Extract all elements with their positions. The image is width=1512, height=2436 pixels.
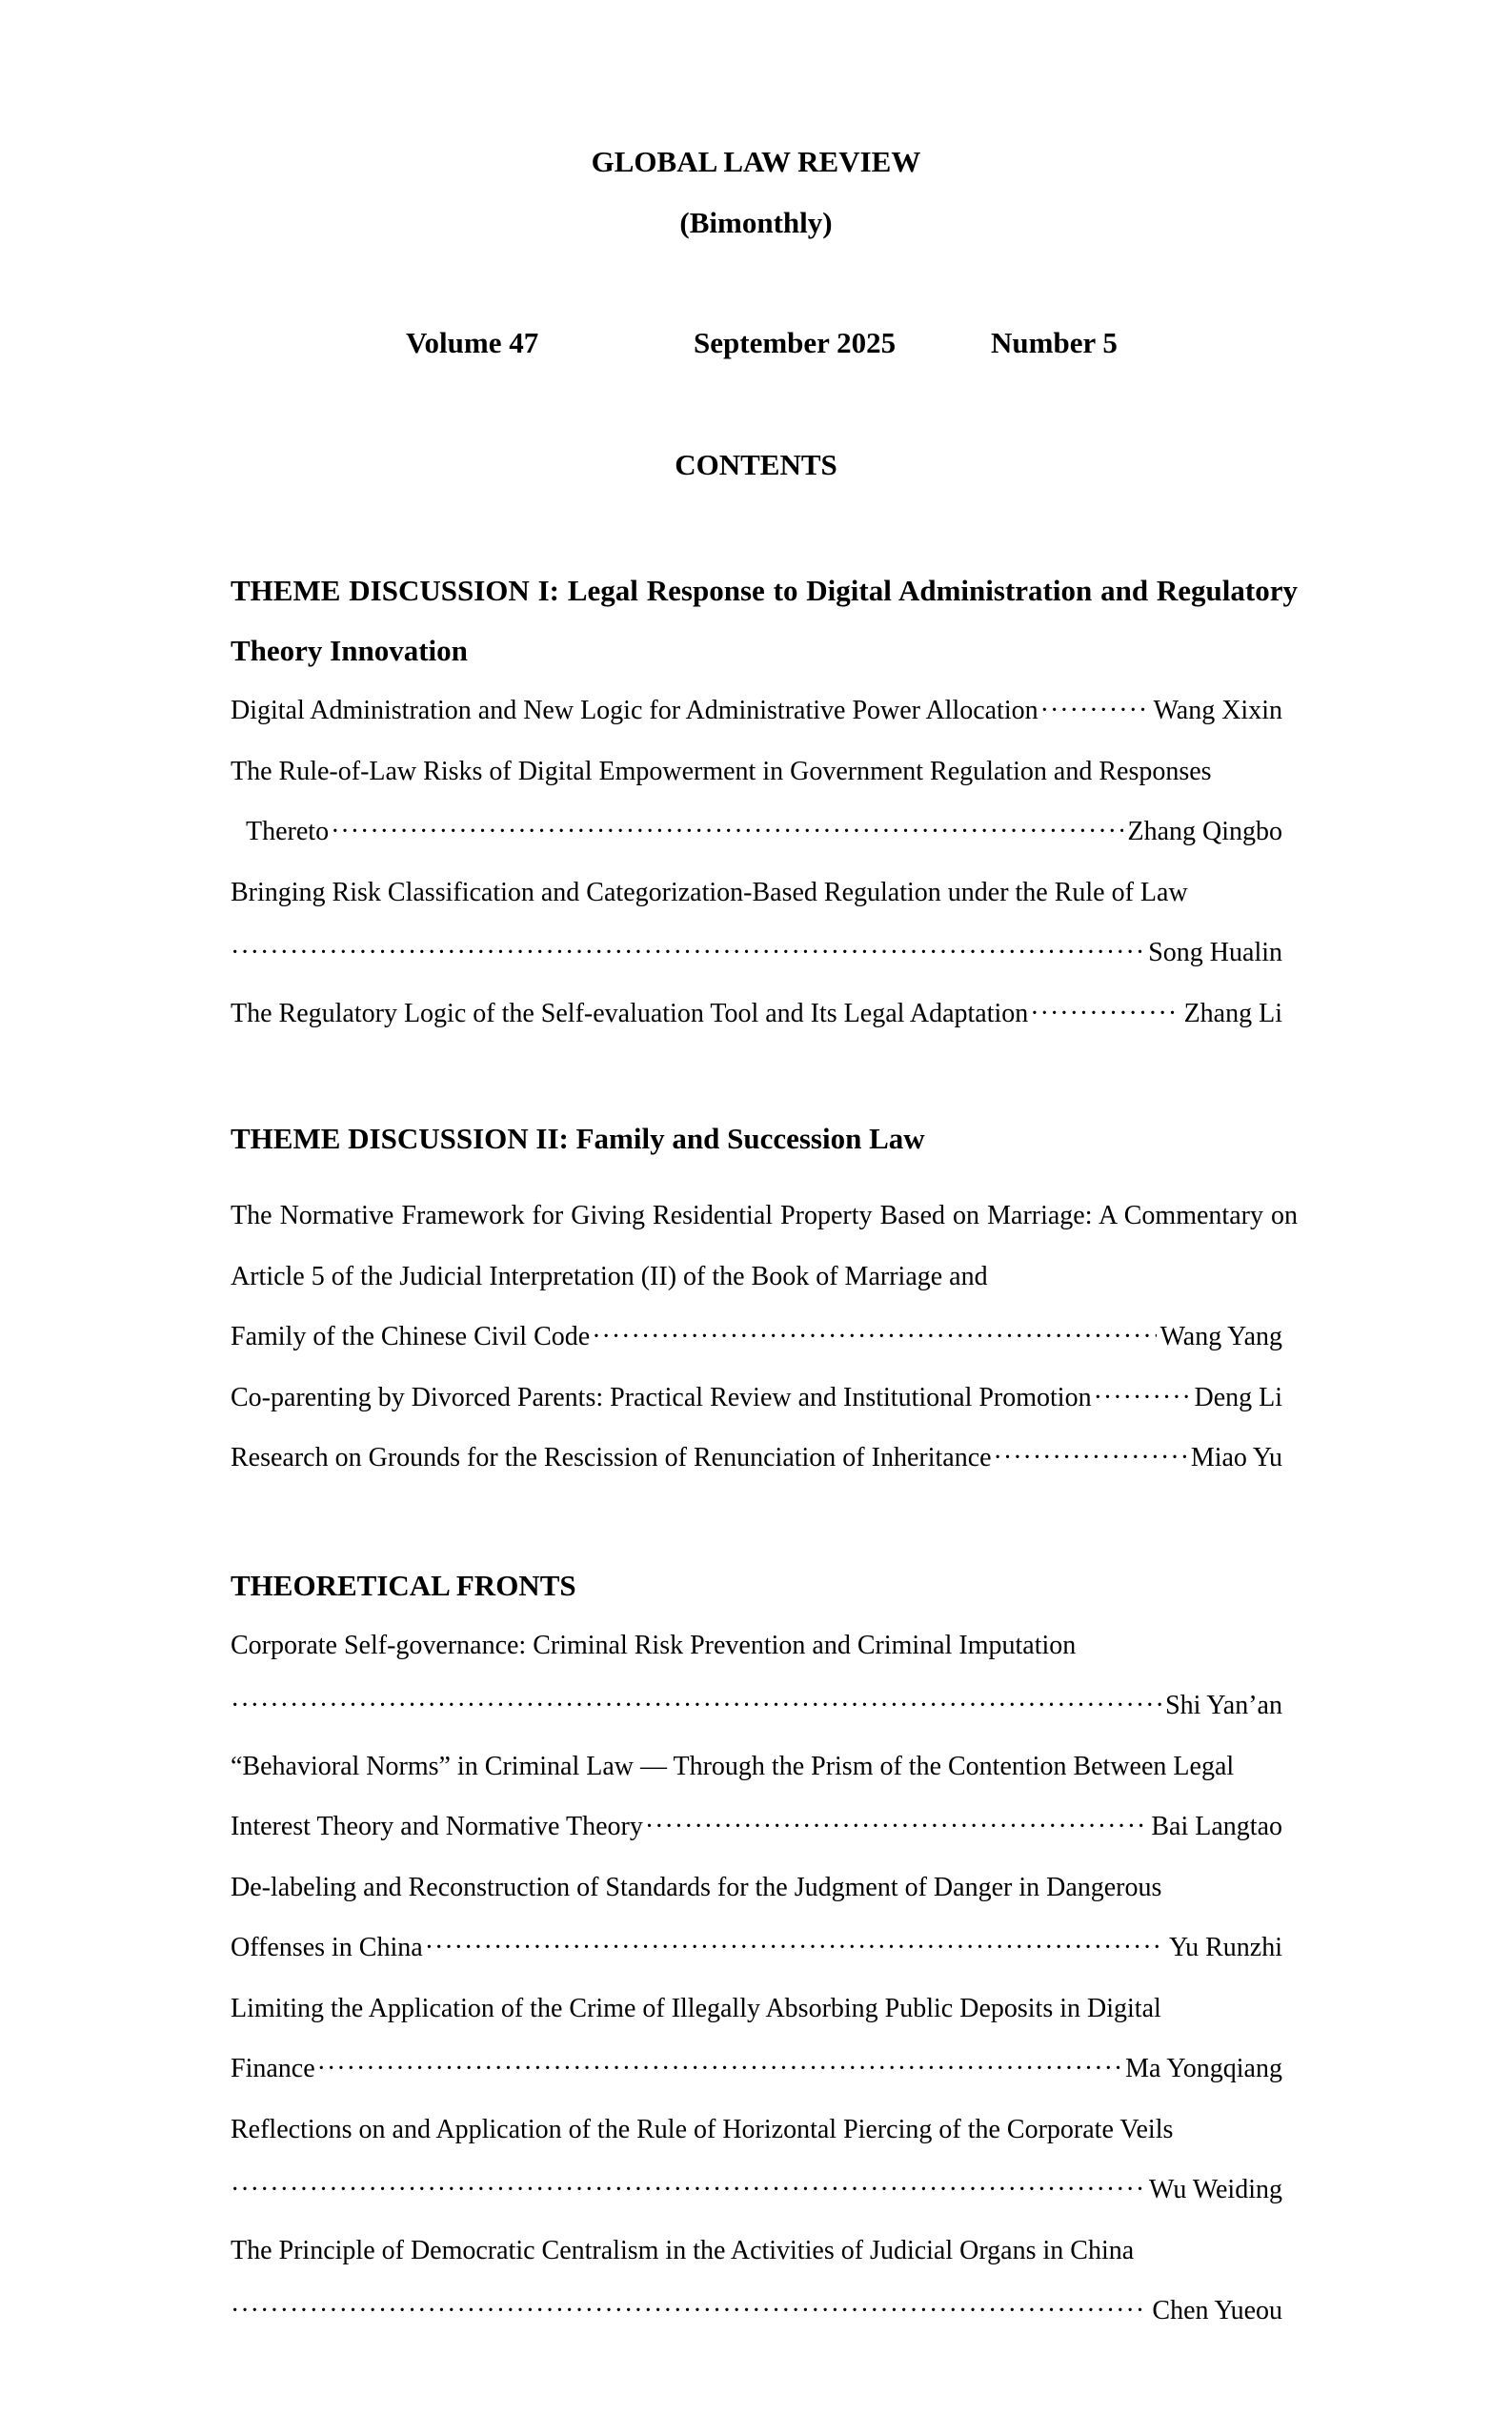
article-title: The Rule-of-Law Risks of Digital Empowerment in Government Regulation and Responses xyxy=(231,756,1212,786)
article-author: Zhang Li xyxy=(1183,998,1282,1028)
article-title-continued: Interest Theory and Normative Theory xyxy=(231,1812,643,1841)
dot-leader xyxy=(1094,1368,1191,1429)
toc-entry[interactable] xyxy=(231,1428,1298,1489)
toc-entry[interactable] xyxy=(231,863,1298,984)
issue-volume: Volume 47 xyxy=(406,326,539,359)
article-title-continued: Thereto xyxy=(246,817,330,846)
table-of-contents xyxy=(231,560,1298,2342)
section-spacer xyxy=(231,1168,1298,1186)
toc-entry[interactable] xyxy=(231,1615,1298,1736)
article-title: The Normative Framework for Giving Residential Property Based on Marriage: A Commentary on Article 5 of the Judicial Interpretation (II) of the Book of Marriage and xyxy=(231,1201,1298,1291)
article-author: Zhang Qingbo xyxy=(1127,817,1282,846)
article-title: Reflections on and Application of the Rule of Horizontal Piercing of the Corporate Veils xyxy=(231,2114,1174,2144)
toc-entry[interactable] xyxy=(231,680,1298,741)
section-title: THEME DISCUSSION II: Family and Succession Law xyxy=(231,1122,925,1155)
toc-entry[interactable] xyxy=(231,984,1298,1045)
section-spacer xyxy=(231,1044,1298,1108)
article-title: The Regulatory Logic of the Self-evaluation Tool and Its Legal Adaptation xyxy=(231,998,1029,1028)
article-author: Miao Yu xyxy=(1190,1443,1282,1472)
dot-leader xyxy=(231,923,1144,984)
publication-frequency: (Bimonthly) xyxy=(679,206,833,239)
dot-leader xyxy=(231,2160,1145,2221)
article-title: Research on Grounds for the Rescission of Renunciation of Inheritance xyxy=(231,1443,992,1472)
article-author: Shi Yan’an xyxy=(1165,1691,1282,1720)
toc-entry[interactable] xyxy=(231,1368,1298,1429)
article-title: Digital Administration and New Logic for Administrative Power Allocation xyxy=(231,696,1038,725)
article-title-continued: Finance xyxy=(231,2054,315,2083)
journal-title: GLOBAL LAW REVIEW xyxy=(591,145,921,178)
toc-entry[interactable] xyxy=(231,2221,1298,2342)
dot-leader xyxy=(645,1797,1148,1857)
dot-leader xyxy=(1040,680,1150,741)
section-spacer xyxy=(231,1489,1298,1555)
dot-leader xyxy=(231,2281,1148,2342)
dot-leader xyxy=(592,1307,1156,1368)
toc-entry[interactable] xyxy=(231,1979,1298,2100)
article-title: The Principle of Democratic Centralism in the Activities of Judicial Organs in China xyxy=(231,2235,1135,2265)
article-title: De-labeling and Reconstruction of Standards for the Judgment of Danger in Dangerous xyxy=(231,1872,1162,1902)
dot-leader xyxy=(317,2039,1121,2100)
dot-leader xyxy=(1030,984,1179,1045)
article-title: Co-parenting by Divorced Parents: Practical Review and Institutional Promotion xyxy=(231,1382,1092,1412)
article-title: Bringing Risk Classification and Categorization-Based Regulation under the Rule of Law xyxy=(231,877,1188,907)
section-title: THEME DISCUSSION I: Legal Response to Digital Administration and Regulatory Theory Innovation xyxy=(231,574,1298,667)
contents-heading: CONTENTS xyxy=(675,448,837,481)
issue-number: Number 5 xyxy=(991,326,1118,359)
issue-info xyxy=(0,326,1512,364)
article-title: Limiting the Application of the Crime of Illegally Absorbing Public Deposits in Digital xyxy=(231,1993,1161,2023)
section-title: THEORETICAL FRONTS xyxy=(231,1568,576,1602)
article-author: Chen Yueou xyxy=(1152,2296,1282,2325)
toc-entry[interactable] xyxy=(231,2100,1298,2221)
article-title-continued: Family of the Chinese Civil Code xyxy=(231,1322,591,1351)
dot-leader xyxy=(994,1428,1187,1489)
dot-leader xyxy=(231,1675,1161,1736)
toc-entry[interactable] xyxy=(231,1736,1298,1857)
article-author: Song Hualin xyxy=(1148,938,1282,967)
toc-entry[interactable] xyxy=(231,741,1298,863)
dot-leader xyxy=(425,1918,1165,1979)
article-title: Corporate Self-governance: Criminal Risk Prevention and Criminal Imputation xyxy=(231,1630,1077,1660)
toc-entry[interactable] xyxy=(231,1186,1298,1368)
article-author: Yu Runzhi xyxy=(1169,1933,1282,1962)
article-author: Wang Xixin xyxy=(1153,696,1282,725)
article-author: Wu Weiding xyxy=(1149,2175,1282,2204)
toc-entry[interactable] xyxy=(231,1857,1298,1979)
article-author: Bai Langtao xyxy=(1151,1812,1282,1841)
article-author: Deng Li xyxy=(1194,1382,1282,1412)
article-title: “Behavioral Norms” in Criminal Law — Through the Prism of the Contention Between Legal xyxy=(231,1751,1235,1781)
dot-leader xyxy=(331,802,1123,863)
article-author: Ma Yongqiang xyxy=(1125,2054,1282,2083)
article-title-continued: Offenses in China xyxy=(231,1933,423,1962)
issue-date: September 2025 xyxy=(694,326,897,359)
article-author: Wang Yang xyxy=(1159,1322,1282,1351)
